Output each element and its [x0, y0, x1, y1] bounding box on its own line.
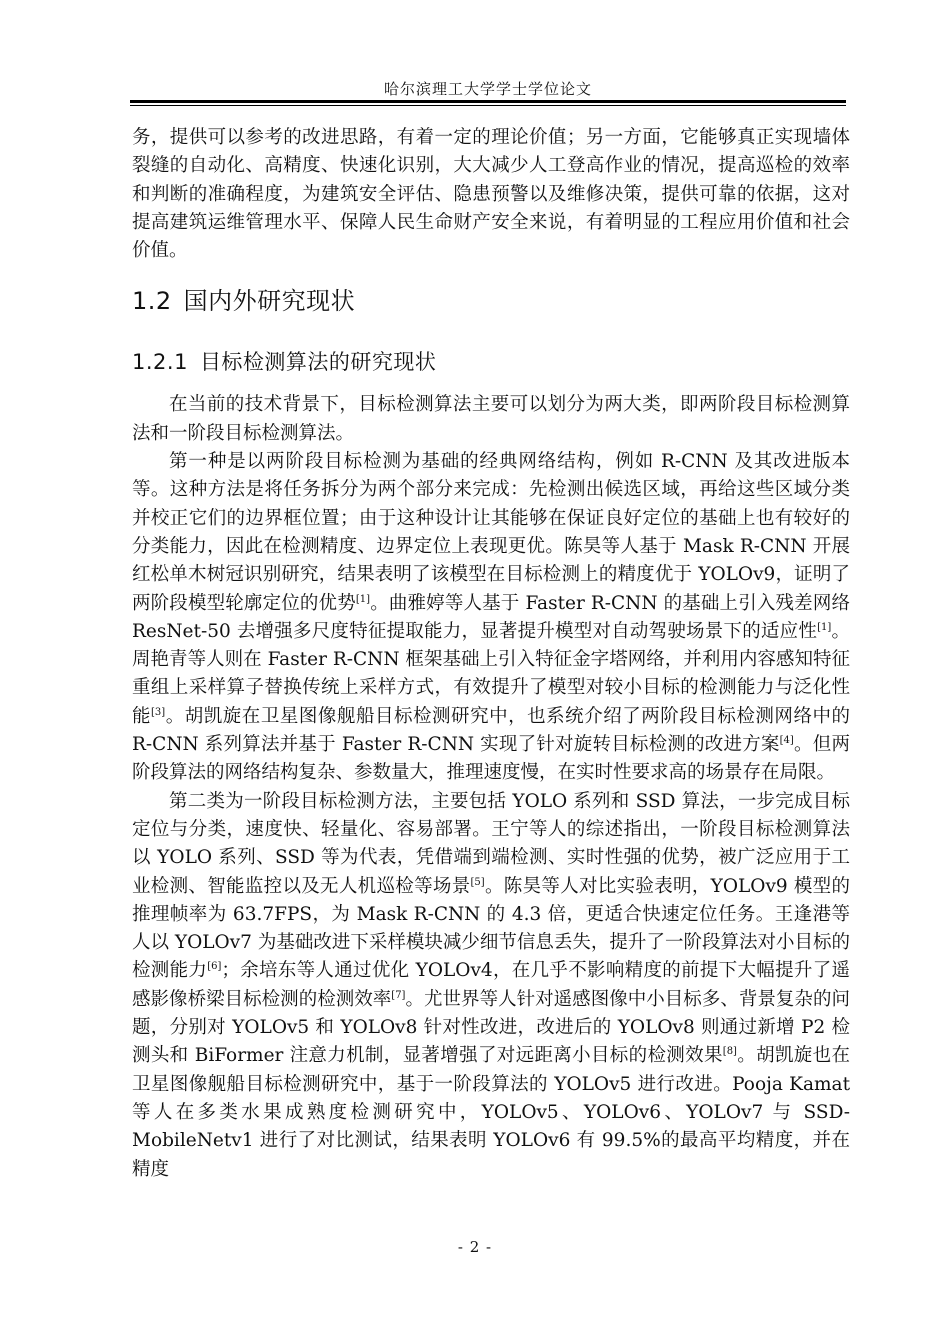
subsection-title: 目标检测算法的研究现状	[199, 350, 437, 375]
section-number: 1.2	[132, 287, 172, 316]
page-body	[132, 124, 850, 1184]
paragraph-3-text: 第二类为一阶段目标检测方法，主要包括 YOLO 系列和 SSD 算法，一步完成目标定位与分类，速度快、轻量化、容易部署。王宁等人的综述指出，一阶段目标检测算法以 YOLO 系列、SSD 等为代表，凭借端到端检测、实时性强的优势，被广泛应用于工业检测、智能监控以及无人机巡检等场景	[132, 790, 850, 897]
citation: [8]	[722, 1046, 737, 1058]
paragraph-3	[132, 788, 850, 1184]
citation: [1]	[355, 593, 371, 605]
header-rule-thin	[130, 105, 846, 106]
running-header: 哈尔滨理工大学学士学位论文	[383, 80, 592, 98]
paragraph-3-text: 。尤世界等人针对遥感图像中小目标多、背景复杂的问题，分别对 YOLOv5 和 YOLOv8 针对性改进，改进后的 YOLOv8 则通过新增 P2 检测头和 BiFormer 注意力机制，显著增强了对远距离小目标的检测效果	[132, 988, 850, 1067]
paragraph-3-text: 。胡凯旋也在卫星图像舰船目标检测研究中，基于一阶段算法的 YOLOv5 进行改进。Pooja Kamat 等人在多类水果成熟度检测研究中，YOLOv5、YOLOv6、YOLOv7 与 SSD-MobileNetv1 进行了对比测试，结果表明 YOLOv6 有 99.5%的最高平均精度，并在精度	[132, 1045, 850, 1180]
paragraph-2-text: 第一种是以两阶段目标检测为基础的经典网络结构，例如 R-CNN 及其改进版本等。这种方法是将任务拆分为两个部分来完成：先检测出候选区域，再给这些区域分类并校正它们的边界框位置；由于这种设计让其能够在保证良好定位的基础上也有较好的分类能力，因此在检测精度、边界定位上表现更优。陈昊等人基于 Mask R-CNN 开展红松单木树冠识别研究，结果表明了该模型在目标检测上的精度优于 YOLOv9，证明了两阶段模型轮廓定位的优势	[132, 451, 850, 614]
citation: [1]	[817, 621, 832, 633]
citation: [6]	[207, 961, 222, 973]
citation: [3]	[151, 706, 166, 718]
section-heading	[132, 285, 850, 317]
paragraph-3-text: ；余培东等人通过优化 YOLOv4，在几乎不影响精度的前提下大幅提升了遥感影像桥梁目标检测的检测效率	[132, 960, 850, 1010]
section-title: 国内外研究现状	[183, 287, 356, 316]
subsection-number: 1.2.1	[132, 350, 188, 375]
citation: [4]	[779, 735, 794, 747]
paragraph-3-text: 。陈昊等人对比实验表明，YOLOv9 模型的推理帧率为 63.7FPS，为 Mask R-CNN 的 4.3 倍，更适合快速定位任务。王逢港等人以 YOLOv7 为基础改进下采样模块减少细节信息丢失，提升了一阶段算法对小目标的检测能力	[132, 875, 850, 982]
header-rule-thick	[130, 100, 846, 103]
subsection-heading	[132, 347, 850, 377]
paragraph-1: 在当前的技术背景下，目标检测算法主要可以划分为两大类，即两阶段目标检测算法和一阶段目标检测算法。	[132, 394, 850, 444]
paragraph-intro: 务，提供可以参考的改进思路，有着一定的理论价值；另一方面，它能够真正实现墙体裂缝的自动化、高精度、快速化识别，大大减少人工登高作业的情况，提高巡检的效率和判断的准确程度，为建筑安全评估、隐患预警以及维修决策，提供可靠的依据，这对提高建筑运维管理水平、保障人民生命财产安全来说，有着明显的工程应用价值和社会价值。	[132, 127, 850, 262]
paragraph-2	[132, 448, 850, 788]
paragraph-2-text: 。周艳青等人则在 Faster R-CNN 框架基础上引入特征金字塔网络，并利用内容感知特征重组上采样算子替换传统上采样方式，有效提升了模型对较小目标的检测能力与泛化性能	[132, 620, 850, 727]
paragraph-2-text: 。曲雅婷等人基于 Faster R-CNN 的基础上引入残差网络 ResNet-50 去增强多尺度特征提取能力，显著提升模型对自动驾驶场景下的适应性	[132, 592, 850, 642]
paragraph-2-text: 。胡凯旋在卫星图像舰船目标检测研究中，也系统介绍了两阶段目标检测网络中的 R-CNN 系列算法并基于 Faster R-CNN 实现了针对旋转目标检测的改进方案	[132, 705, 850, 756]
citation: [7]	[391, 989, 406, 1001]
paragraph-2-text: 。但两阶段算法的网络结构复杂、参数量大，推理速度慢，在实时性要求高的场景存在局限。	[132, 734, 850, 784]
citation: [5]	[470, 876, 485, 888]
page-number: - 2 -	[457, 1238, 493, 1256]
